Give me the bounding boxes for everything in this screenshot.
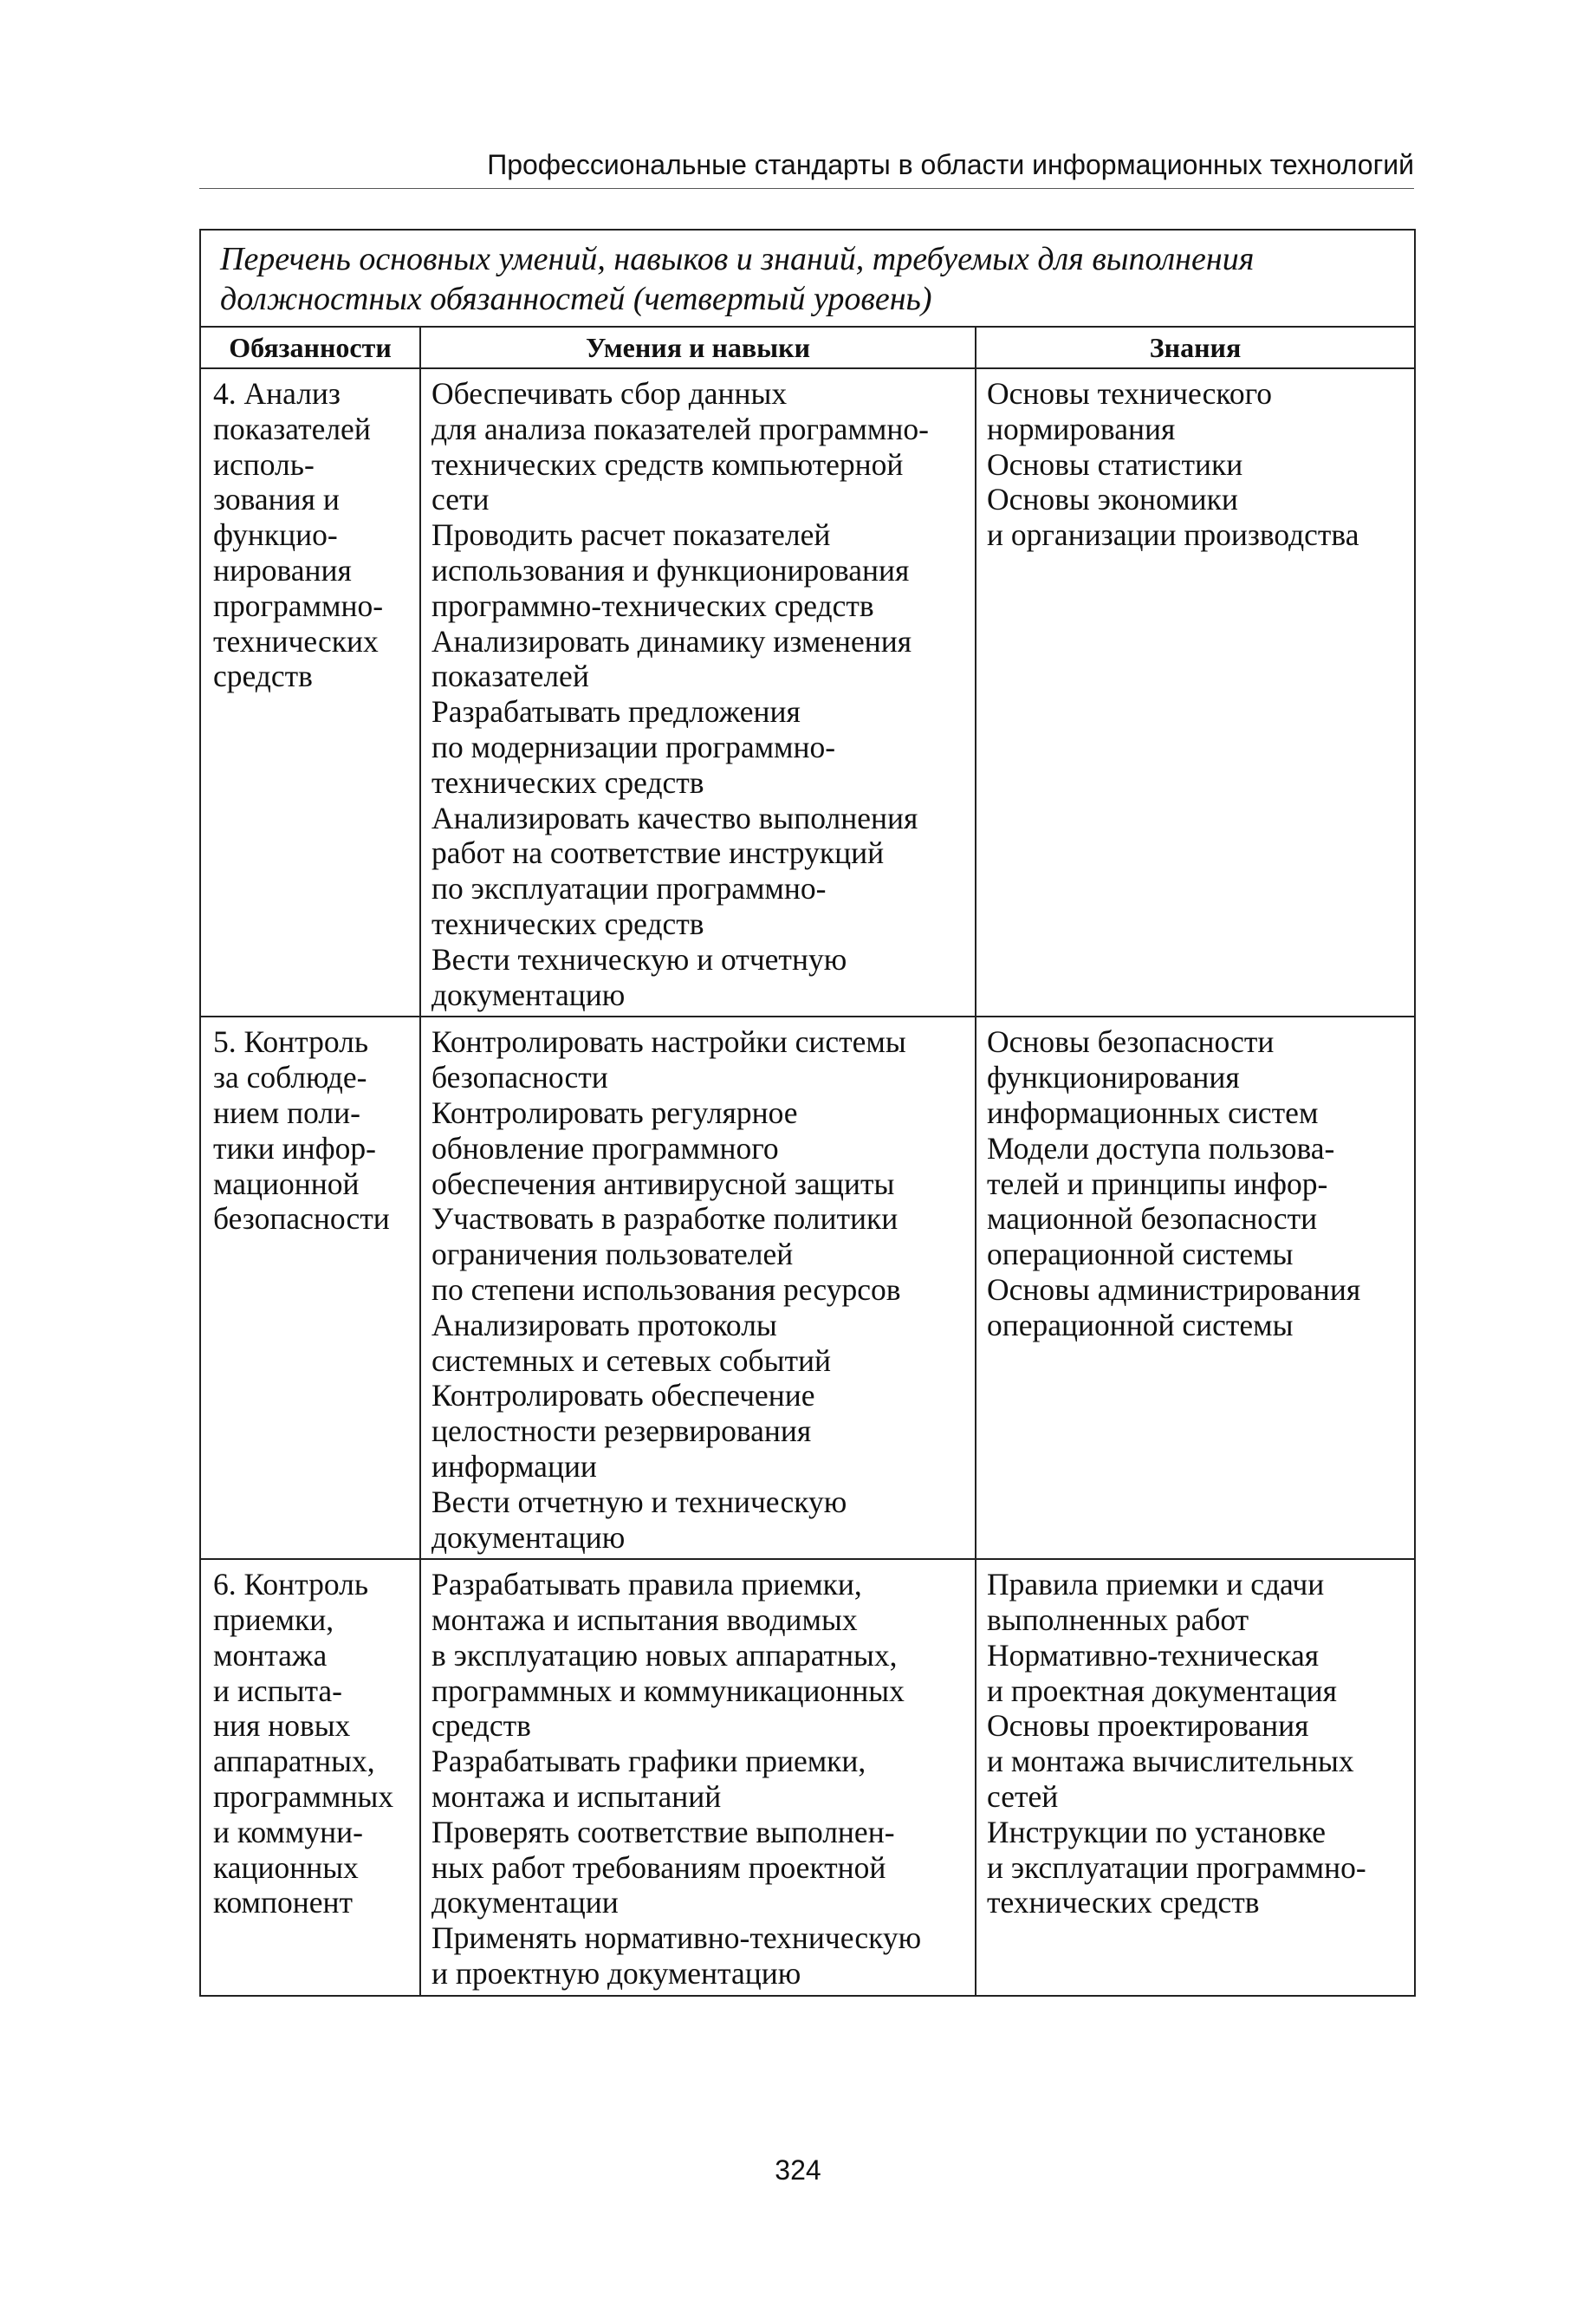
column-header-skills: Умения и навыки [420,327,976,368]
skills-line: программных и коммуникационных [431,1673,905,1708]
skills-line: по степени использования ресурсов [431,1271,901,1307]
duty-line: программно- [213,588,384,623]
skills-line: технических средств [431,906,704,941]
skills-line: Контролировать регулярное [431,1095,798,1130]
skills-line: Анализировать протоколы [431,1307,777,1342]
skills-line: Участвовать в разработке политики [431,1201,899,1237]
skills-line: монтажа и испытаний [431,1779,722,1815]
knowledge-line: информационных систем [987,1095,1319,1130]
knowledge-line: Инструкции по установке [987,1814,1326,1849]
table-row [200,1017,1415,1559]
skills-line: технических средств компьютерной [431,446,904,482]
knowledge-line: Основы безопасности [987,1024,1275,1060]
skills-line: информации [431,1448,597,1484]
skills-line: безопасности [431,1060,608,1095]
knowledge-line: операционной системы [987,1307,1294,1342]
skills-line: Проводить расчет показателей [431,517,831,553]
skills-line: целостности резервирования [431,1413,812,1449]
duty-line: показателей [213,411,371,446]
duty-line: компонент [213,1885,353,1920]
table-row [200,1559,1415,1996]
knowledge-line: Основы экономики [987,482,1238,517]
skills-line: для анализа показателей программно- [431,411,929,446]
duty-line: 4. Анализ [213,376,341,411]
knowledge-line: Основы проектирования [987,1708,1309,1744]
duty-line: программных [213,1779,394,1815]
skills-line: документацию [431,977,626,1012]
duty-line: безопасности [213,1201,390,1237]
knowledge-line: и проектная документация [987,1673,1337,1708]
duty-line: ния новых [213,1708,351,1744]
running-head: Профессиональные стандарты в области информационных технологий [199,149,1414,189]
duty-line: мационной [213,1166,360,1201]
skills-line: Контролировать обеспечение [431,1378,815,1413]
knowledge-line: операционной системы [987,1237,1294,1272]
skills-line: по модернизации программно- [431,729,836,764]
skills-cell [420,1017,976,1559]
knowledge-line: и эксплуатации программно- [987,1849,1366,1885]
duty-line: нием поли- [213,1095,360,1130]
skills-line: Проверять соответствие выполнен- [431,1814,895,1849]
knowledge-cell [976,1559,1415,1996]
duty-line: средств [213,659,313,694]
knowledge-line: и монтажа вычислительных [987,1744,1354,1779]
skills-line: Обеспечивать сбор данных [431,376,788,411]
knowledge-line: Модели доступа пользова- [987,1130,1335,1166]
skills-line: показателей [431,659,589,694]
table-caption [200,230,1415,327]
skills-line: обеспечения антивирусной защиты [431,1166,895,1201]
skills-line: Анализировать динамику изменения [431,623,912,659]
duty-line: приемки, [213,1602,334,1638]
knowledge-line: Правила приемки и сдачи [987,1567,1325,1602]
skills-line: ных работ требованиям проектной [431,1849,886,1885]
skills-line: документацию [431,1519,626,1555]
duty-line: за соблюде- [213,1060,367,1095]
skills-line: ограничения пользователей [431,1237,794,1272]
table-row [200,368,1415,1017]
skills-line: по эксплуатации программно- [431,871,827,906]
skills-line: сети [431,482,490,517]
skills-line: Контролировать настройки системы [431,1024,906,1060]
skills-line: Разрабатывать графики приемки, [431,1744,866,1779]
knowledge-line: нормирования [987,411,1176,446]
duty-cell [200,1559,420,1996]
skills-line: работ на соответствие инструкций [431,835,885,871]
skills-cell [420,1559,976,1996]
knowledge-line: и организации производства [987,517,1359,553]
skills-line: документации [431,1885,619,1920]
skills-line: Вести отчетную и техническую [431,1484,847,1519]
duty-line: функцио- [213,517,338,553]
column-header-duties: Обязанности [200,327,420,368]
knowledge-line: Нормативно-техническая [987,1637,1320,1673]
duty-line: и коммуни- [213,1814,363,1849]
knowledge-line: сетей [987,1779,1059,1815]
table-caption-line: должностных обязанностей (четвертый уровень) [220,281,932,317]
knowledge-line: телей и принципы инфор- [987,1166,1328,1201]
skills-line: Применять нормативно-техническую [431,1920,922,1956]
knowledge-line: Основы статистики [987,446,1243,482]
duty-line: аппаратных, [213,1744,375,1779]
skills-line: монтажа и испытания вводимых [431,1602,858,1638]
column-header-knowledge: Знания [976,327,1415,368]
skills-line: Анализировать качество выполнения [431,800,918,835]
knowledge-line: технических средств [987,1885,1260,1920]
duty-line: монтажа [213,1637,328,1673]
duty-line: нирования [213,552,352,588]
duty-line: кационных [213,1849,359,1885]
duty-line: зования и [213,482,340,517]
table-body [200,368,1415,1996]
skills-line: в эксплуатацию новых аппаратных, [431,1637,898,1673]
duty-line: 5. Контроль [213,1024,369,1060]
duty-cell [200,368,420,1017]
duty-cell [200,1017,420,1559]
skills-line: программно-технических средств [431,588,874,623]
knowledge-line: функционирования [987,1060,1240,1095]
duty-line: 6. Контроль [213,1567,369,1602]
skills-line: Разрабатывать правила приемки, [431,1567,862,1602]
skills-line: Разрабатывать предложения [431,694,801,730]
page-number: 324 [775,2154,821,2186]
duty-line: технических [213,623,379,659]
table-caption-line: Перечень основных умений, навыков и знаний, требуемых для выполнения [220,241,1255,277]
knowledge-line: мационной безопасности [987,1201,1318,1237]
skills-line: Вести техническую и отчетную [431,941,847,977]
knowledge-line: выполненных работ [987,1602,1249,1638]
skills-line: обновление программного [431,1130,779,1166]
skills-line: средств [431,1708,531,1744]
skills-cell [420,368,976,1017]
knowledge-cell [976,1017,1415,1559]
knowledge-line: Основы администрирования [987,1271,1361,1307]
duty-line: исполь- [213,446,315,482]
knowledge-line: Основы технического [987,376,1273,411]
duty-line: тики инфор- [213,1130,376,1166]
duties-table [199,229,1416,1997]
knowledge-cell [976,368,1415,1017]
skills-line: и проектную документацию [431,1956,801,1991]
skills-line: системных и сетевых событий [431,1342,831,1378]
skills-line: технических средств [431,764,704,800]
skills-line: использования и функционирования [431,552,910,588]
duty-line: и испыта- [213,1673,343,1708]
